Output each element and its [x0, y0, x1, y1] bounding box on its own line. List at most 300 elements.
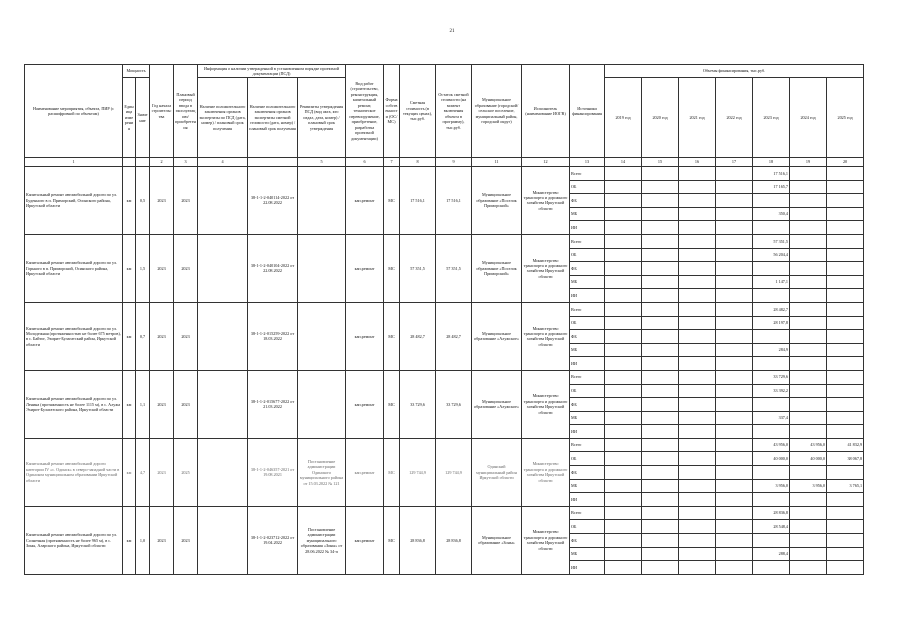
- source-label: Всего: [570, 370, 605, 384]
- funding-value: [642, 370, 679, 384]
- column-number: 20: [827, 158, 864, 167]
- work-type-cell: кап.ремонт: [346, 302, 384, 370]
- ownership-cell: МС: [384, 506, 400, 574]
- psd-conclusion-cell: [198, 234, 248, 302]
- work-type-cell: кап.ремонт: [346, 370, 384, 438]
- funding-value: [716, 289, 753, 303]
- psd-approval-cell: [298, 234, 346, 302]
- estimate-conclusion-cell: 38-1-1-2-023712-2022 от 19.04.2022: [248, 506, 298, 574]
- column-number: 16: [679, 158, 716, 167]
- funding-value: [605, 167, 642, 181]
- object-name: Капитальный ремонт автомобильной дороги по ул. Ленина (протяженность не более 1115 м), в с. Алужа Эхирит-Булагатского района, Иркутской области: [25, 370, 123, 438]
- funding-value: [605, 248, 642, 262]
- funding-value: [642, 289, 679, 303]
- funding-value: 57 351,5: [753, 234, 790, 248]
- funding-value: [716, 316, 753, 330]
- funding-value: [790, 194, 827, 208]
- funding-value: [605, 547, 642, 561]
- source-label: ФБ: [570, 398, 605, 412]
- source-label: ИИ: [570, 221, 605, 235]
- funding-value: [642, 547, 679, 561]
- funding-value: [679, 194, 716, 208]
- object-name: Капитальный ремонт автомобильной дороги категории IV «с. Одинск» в северо-западной части в Одинском муниципальном образовании Иркутской области: [25, 438, 123, 506]
- column-number-row: [25, 158, 864, 167]
- municipality-cell: Муниципальное образование «Алужское»: [472, 370, 522, 438]
- funding-value: [753, 262, 790, 276]
- funding-value: [827, 248, 864, 262]
- funding-value: [716, 425, 753, 439]
- unit-cell: км: [123, 302, 136, 370]
- funding-row: [25, 438, 864, 452]
- source-label: МБ: [570, 207, 605, 221]
- source-label: МБ: [570, 479, 605, 493]
- header-row-1: [25, 65, 864, 78]
- source-label: ИИ: [570, 357, 605, 371]
- funding-value: [716, 384, 753, 398]
- ownership-cell: МС: [384, 167, 400, 235]
- funding-value: [642, 384, 679, 398]
- municipality-cell: Муниципальное образование «Поселок Приморский»: [472, 167, 522, 235]
- funding-value: [679, 547, 716, 561]
- funding-value: [642, 466, 679, 480]
- value-cell: 1,5: [136, 234, 150, 302]
- municipality-cell: Муниципальное образование «Алужское»: [472, 302, 522, 370]
- source-label: ОБ: [570, 316, 605, 330]
- source-label: МБ: [570, 547, 605, 561]
- funding-value: [642, 411, 679, 425]
- funding-value: [790, 167, 827, 181]
- header-plan-year: Плановый период ввода в эксплуатацию/ приобретения: [174, 65, 198, 158]
- object-name: Капитальный ремонт автомобильной дороги по ул. Горького в п. Приморский, Осинского района, Иркутской области: [25, 234, 123, 302]
- funding-value: [679, 493, 716, 507]
- ownership-cell: МС: [384, 302, 400, 370]
- funding-value: [790, 289, 827, 303]
- funding-value: [827, 194, 864, 208]
- funding-value: [642, 316, 679, 330]
- remaining-cost-cell: 28 836,8: [436, 506, 472, 574]
- estimate-conclusion-cell: 38-1-1-2-015677-2022 от 21.03.2022: [248, 370, 298, 438]
- column-number: 5: [298, 158, 346, 167]
- funding-value: [790, 234, 827, 248]
- source-label: МБ: [570, 411, 605, 425]
- funding-value: [605, 289, 642, 303]
- year-2024: 2024 год: [790, 78, 827, 158]
- column-number: 3: [174, 158, 198, 167]
- funding-value: [605, 180, 642, 194]
- funding-value: 17 165,7: [753, 180, 790, 194]
- funding-value: [642, 425, 679, 439]
- source-label: ОБ: [570, 520, 605, 534]
- funding-value: [790, 302, 827, 316]
- funding-value: [827, 167, 864, 181]
- funding-value: [790, 316, 827, 330]
- funding-value: 337,4: [753, 411, 790, 425]
- year-2025: 2025 год: [827, 78, 864, 158]
- year-2021: 2021 год: [679, 78, 716, 158]
- funding-value: [716, 438, 753, 452]
- psd-conclusion-cell: [198, 438, 248, 506]
- funding-value: [790, 493, 827, 507]
- page-number: 21: [449, 29, 455, 34]
- funding-value: 28 197,8: [753, 316, 790, 330]
- funding-value: [679, 262, 716, 276]
- funding-value: [753, 466, 790, 480]
- funding-value: [605, 221, 642, 235]
- funding-value: 56 204,4: [753, 248, 790, 262]
- column-number: 15: [642, 158, 679, 167]
- column-number: 1: [25, 158, 123, 167]
- psd-approval-cell: Постановление администрации Одинского муниципального района от 15.03.2022 № 121: [298, 438, 346, 506]
- funding-value: [605, 398, 642, 412]
- funding-value: [605, 194, 642, 208]
- funding-value: [642, 479, 679, 493]
- funding-value: [827, 384, 864, 398]
- source-label: ФБ: [570, 194, 605, 208]
- funding-value: 288,4: [753, 547, 790, 561]
- funding-value: [827, 398, 864, 412]
- funding-value: [679, 370, 716, 384]
- start-year-cell: 2023: [150, 370, 174, 438]
- work-type-cell: кап.ремонт: [346, 506, 384, 574]
- column-number: 4: [198, 158, 248, 167]
- funding-value: [642, 302, 679, 316]
- funding-value: [642, 452, 679, 466]
- funding-value: [679, 248, 716, 262]
- object-name: Капитальный ремонт автомобильной дороги по ул. Солнечная (протяженность не более 965 м), в с. Зоны, Аларского района, Иркутской области: [25, 506, 123, 574]
- funding-value: [827, 561, 864, 575]
- end-year-cell: 2023: [174, 167, 198, 235]
- start-year-cell: 2023: [150, 438, 174, 506]
- value-cell: 0,5: [136, 167, 150, 235]
- start-year-cell: 2023: [150, 506, 174, 574]
- column-number: 13: [570, 158, 605, 167]
- funding-value: [679, 520, 716, 534]
- unit-cell: км: [123, 370, 136, 438]
- funding-value: [827, 316, 864, 330]
- funding-value: [790, 221, 827, 235]
- end-year-cell: 2025: [174, 438, 198, 506]
- header-capacity: Мощность: [123, 65, 150, 78]
- funding-value: [827, 343, 864, 357]
- header-sources: Источники финансирования: [570, 65, 605, 158]
- funding-value: [827, 425, 864, 439]
- funding-value: [642, 398, 679, 412]
- funding-value: [790, 248, 827, 262]
- funding-value: [716, 466, 753, 480]
- funding-row: [25, 302, 864, 316]
- source-label: Всего: [570, 438, 605, 452]
- end-year-cell: 2023: [174, 302, 198, 370]
- funding-value: [605, 275, 642, 289]
- remaining-cost-cell: 28 482,7: [436, 302, 472, 370]
- funding-value: [605, 520, 642, 534]
- start-year-cell: 2023: [150, 234, 174, 302]
- funding-value: [790, 262, 827, 276]
- psd-conclusion-cell: [198, 167, 248, 235]
- source-label: ФБ: [570, 466, 605, 480]
- funding-value: [716, 506, 753, 520]
- funding-value: [642, 438, 679, 452]
- funding-value: [642, 221, 679, 235]
- end-year-cell: 2023: [174, 370, 198, 438]
- funding-value: 28 548,4: [753, 520, 790, 534]
- header-funding: Объемы финансирования, тыс.руб.: [605, 65, 864, 78]
- funding-value: [716, 167, 753, 181]
- funding-value: [716, 234, 753, 248]
- funding-value: 3 765,1: [827, 479, 864, 493]
- funding-value: [605, 302, 642, 316]
- header-executor: Исполнитель (наименование ИОГВ): [522, 65, 570, 158]
- funding-value: [716, 221, 753, 235]
- funding-value: [827, 547, 864, 561]
- funding-value: [679, 438, 716, 452]
- psd-approval-cell: [298, 370, 346, 438]
- funding-value: [827, 330, 864, 344]
- column-number: [248, 158, 298, 167]
- estimate-cost-cell: 17 516,1: [400, 167, 436, 235]
- start-year-cell: 2023: [150, 302, 174, 370]
- funding-value: [827, 411, 864, 425]
- source-label: ОБ: [570, 384, 605, 398]
- remaining-cost-cell: 17 516,1: [436, 167, 472, 235]
- funding-value: [642, 534, 679, 548]
- funding-row: [25, 506, 864, 520]
- funding-value: [605, 493, 642, 507]
- funding-value: 33 392,2: [753, 384, 790, 398]
- object-name: Капитальный ремонт автомобильной дороги по ул. Буденного в п. Приморский, Осинского района, Иркутской области: [25, 167, 123, 235]
- work-type-cell: кап.ремонт: [346, 167, 384, 235]
- source-label: Всего: [570, 302, 605, 316]
- header-remaining-cost: Остаток сметной стоимости (на момент включения объекта в программу), тыс.руб.: [436, 65, 472, 158]
- funding-value: [605, 316, 642, 330]
- funding-value: [716, 534, 753, 548]
- funding-value: 17 516,1: [753, 167, 790, 181]
- funding-value: [790, 534, 827, 548]
- source-label: Всего: [570, 234, 605, 248]
- column-number: 12: [522, 158, 570, 167]
- executor-cell: Министерство транспорта и дорожного хозяйства Иркутской области: [522, 506, 570, 574]
- header-info: Информация о наличии утвержденной в установленном порядке проектной документации (ПСД): [198, 65, 346, 78]
- funding-value: [679, 289, 716, 303]
- funding-value: [642, 357, 679, 371]
- source-label: ОБ: [570, 248, 605, 262]
- value-cell: 4,7: [136, 438, 150, 506]
- column-number: 18: [753, 158, 790, 167]
- funding-value: [679, 167, 716, 181]
- funding-value: [605, 534, 642, 548]
- funding-row: [25, 370, 864, 384]
- funding-value: 28 836,8: [753, 506, 790, 520]
- funding-value: [753, 534, 790, 548]
- funding-row: [25, 234, 864, 248]
- year-2023: 2023 год: [753, 78, 790, 158]
- funding-value: [790, 520, 827, 534]
- funding-value: [716, 262, 753, 276]
- ownership-cell: МС: [384, 370, 400, 438]
- funding-value: [605, 262, 642, 276]
- funding-value: [679, 479, 716, 493]
- funding-value: [790, 180, 827, 194]
- psd-conclusion-cell: [198, 302, 248, 370]
- column-number: 8: [400, 158, 436, 167]
- header-value: Значение: [136, 78, 150, 158]
- funding-value: 284,9: [753, 343, 790, 357]
- header-municipality: Муниципальное образование (городской/сельское поселение, муниципальный район, городской округ): [472, 65, 522, 158]
- funding-value: [679, 384, 716, 398]
- executor-cell: Министерство транспорта и дорожного хозяйства Иркутской области: [522, 234, 570, 302]
- funding-value: 43 956,0: [753, 438, 790, 452]
- estimate-cost-cell: 57 351,5: [400, 234, 436, 302]
- ownership-cell: МС: [384, 438, 400, 506]
- funding-value: [642, 506, 679, 520]
- funding-value: [605, 506, 642, 520]
- investment-table: [24, 64, 864, 575]
- funding-value: [679, 207, 716, 221]
- source-label: Всего: [570, 167, 605, 181]
- funding-row: [25, 167, 864, 181]
- funding-value: [753, 357, 790, 371]
- funding-value: [790, 343, 827, 357]
- funding-value: [827, 180, 864, 194]
- year-2022: 2022 год: [716, 78, 753, 158]
- funding-value: [790, 207, 827, 221]
- funding-value: [679, 425, 716, 439]
- funding-value: [790, 370, 827, 384]
- funding-value: [679, 561, 716, 575]
- funding-value: [716, 275, 753, 289]
- funding-value: [716, 493, 753, 507]
- remaining-cost-cell: 57 351,5: [436, 234, 472, 302]
- funding-value: [642, 275, 679, 289]
- funding-value: [679, 316, 716, 330]
- funding-value: [827, 493, 864, 507]
- column-number: 6: [346, 158, 384, 167]
- funding-value: [790, 466, 827, 480]
- end-year-cell: 2023: [174, 234, 198, 302]
- funding-value: [827, 289, 864, 303]
- estimate-cost-cell: 28 836,8: [400, 506, 436, 574]
- funding-value: [790, 330, 827, 344]
- work-type-cell: кап.ремонт: [346, 234, 384, 302]
- funding-value: 40 000,0: [790, 452, 827, 466]
- funding-value: [642, 561, 679, 575]
- column-number: [123, 158, 136, 167]
- executor-cell: Министерство транспорта и дорожного хозяйства Иркутской области: [522, 302, 570, 370]
- source-label: МБ: [570, 343, 605, 357]
- funding-value: [716, 561, 753, 575]
- header-work-type: Вид работ (строительство, реконструкция, капитальный ремонт, техническое перевооружение, приобретение, разработка проектной документации): [346, 65, 384, 158]
- year-2020: 2020 год: [642, 78, 679, 158]
- psd-conclusion-cell: [198, 506, 248, 574]
- funding-value: [679, 452, 716, 466]
- funding-value: [605, 207, 642, 221]
- funding-value: [753, 398, 790, 412]
- source-label: МБ: [570, 275, 605, 289]
- executor-cell: Министерство транспорта и дорожного хозяйства Иркутской области: [522, 438, 570, 506]
- funding-value: [642, 234, 679, 248]
- psd-approval-cell: [298, 302, 346, 370]
- funding-value: [716, 452, 753, 466]
- funding-value: [605, 357, 642, 371]
- value-cell: 0,7: [136, 302, 150, 370]
- header-ownership: Форма собственности (ОС/МС): [384, 65, 400, 158]
- funding-value: 40 000,0: [753, 452, 790, 466]
- funding-value: [827, 207, 864, 221]
- funding-value: [679, 466, 716, 480]
- funding-value: [790, 425, 827, 439]
- unit-cell: км: [123, 438, 136, 506]
- psd-approval-cell: Постановление администрации муниципального образования «Зоны» от 28.06.2022 № 34-п: [298, 506, 346, 574]
- municipality-cell: Одинский муниципальный район Иркутской области: [472, 438, 522, 506]
- funding-value: [605, 425, 642, 439]
- object-name: Капитальный ремонт автомобильной дороги по ул. Молодежная (протяженностью не более 675 метров), в с. Байтог, Эхирит-Булагатский район, Иркутской области: [25, 302, 123, 370]
- funding-value: [642, 520, 679, 534]
- funding-value: [716, 547, 753, 561]
- column-number: [136, 158, 150, 167]
- funding-value: 28 482,7: [753, 302, 790, 316]
- funding-value: [605, 384, 642, 398]
- funding-value: [679, 180, 716, 194]
- year-2019: 2019 год: [605, 78, 642, 158]
- column-number: 11: [472, 158, 522, 167]
- funding-value: [827, 234, 864, 248]
- psd-approval-cell: [298, 167, 346, 235]
- funding-value: [679, 534, 716, 548]
- funding-value: [605, 438, 642, 452]
- estimate-conclusion-cell: 38-1-1-2-015259-2022 от 18.03.2022: [248, 302, 298, 370]
- source-label: ФБ: [570, 262, 605, 276]
- executor-cell: Министерство транспорта и дорожного хозяйства Иркутской области: [522, 370, 570, 438]
- column-number: 2: [150, 158, 174, 167]
- funding-value: [716, 370, 753, 384]
- source-label: ОБ: [570, 452, 605, 466]
- funding-value: [716, 248, 753, 262]
- funding-value: [790, 547, 827, 561]
- funding-value: [679, 411, 716, 425]
- estimate-conclusion-cell: 38-1-1-2-046357-2021 от 19.08.2021: [248, 438, 298, 506]
- funding-value: [827, 370, 864, 384]
- funding-value: [605, 561, 642, 575]
- funding-value: [827, 275, 864, 289]
- funding-value: [753, 493, 790, 507]
- funding-value: [605, 234, 642, 248]
- funding-value: [827, 520, 864, 534]
- source-label: Всего: [570, 506, 605, 520]
- funding-value: [679, 330, 716, 344]
- funding-value: 33 729,6: [753, 370, 790, 384]
- funding-value: [716, 302, 753, 316]
- funding-value: [605, 466, 642, 480]
- funding-value: [753, 221, 790, 235]
- funding-value: [753, 561, 790, 575]
- unit-cell: км: [123, 506, 136, 574]
- funding-value: [642, 330, 679, 344]
- funding-value: [716, 343, 753, 357]
- funding-value: 1 147,1: [753, 275, 790, 289]
- funding-value: [790, 357, 827, 371]
- funding-value: 38 067,8: [827, 452, 864, 466]
- funding-value: [790, 275, 827, 289]
- funding-value: [716, 398, 753, 412]
- estimate-conclusion-cell: 38-1-1-2-040114-2022 от 22.08.2022: [248, 167, 298, 235]
- funding-value: [827, 466, 864, 480]
- funding-value: [642, 343, 679, 357]
- value-cell: 1,1: [136, 370, 150, 438]
- header-unit: Единица измерения: [123, 78, 136, 158]
- funding-value: [605, 479, 642, 493]
- funding-value: [753, 194, 790, 208]
- source-label: ОБ: [570, 180, 605, 194]
